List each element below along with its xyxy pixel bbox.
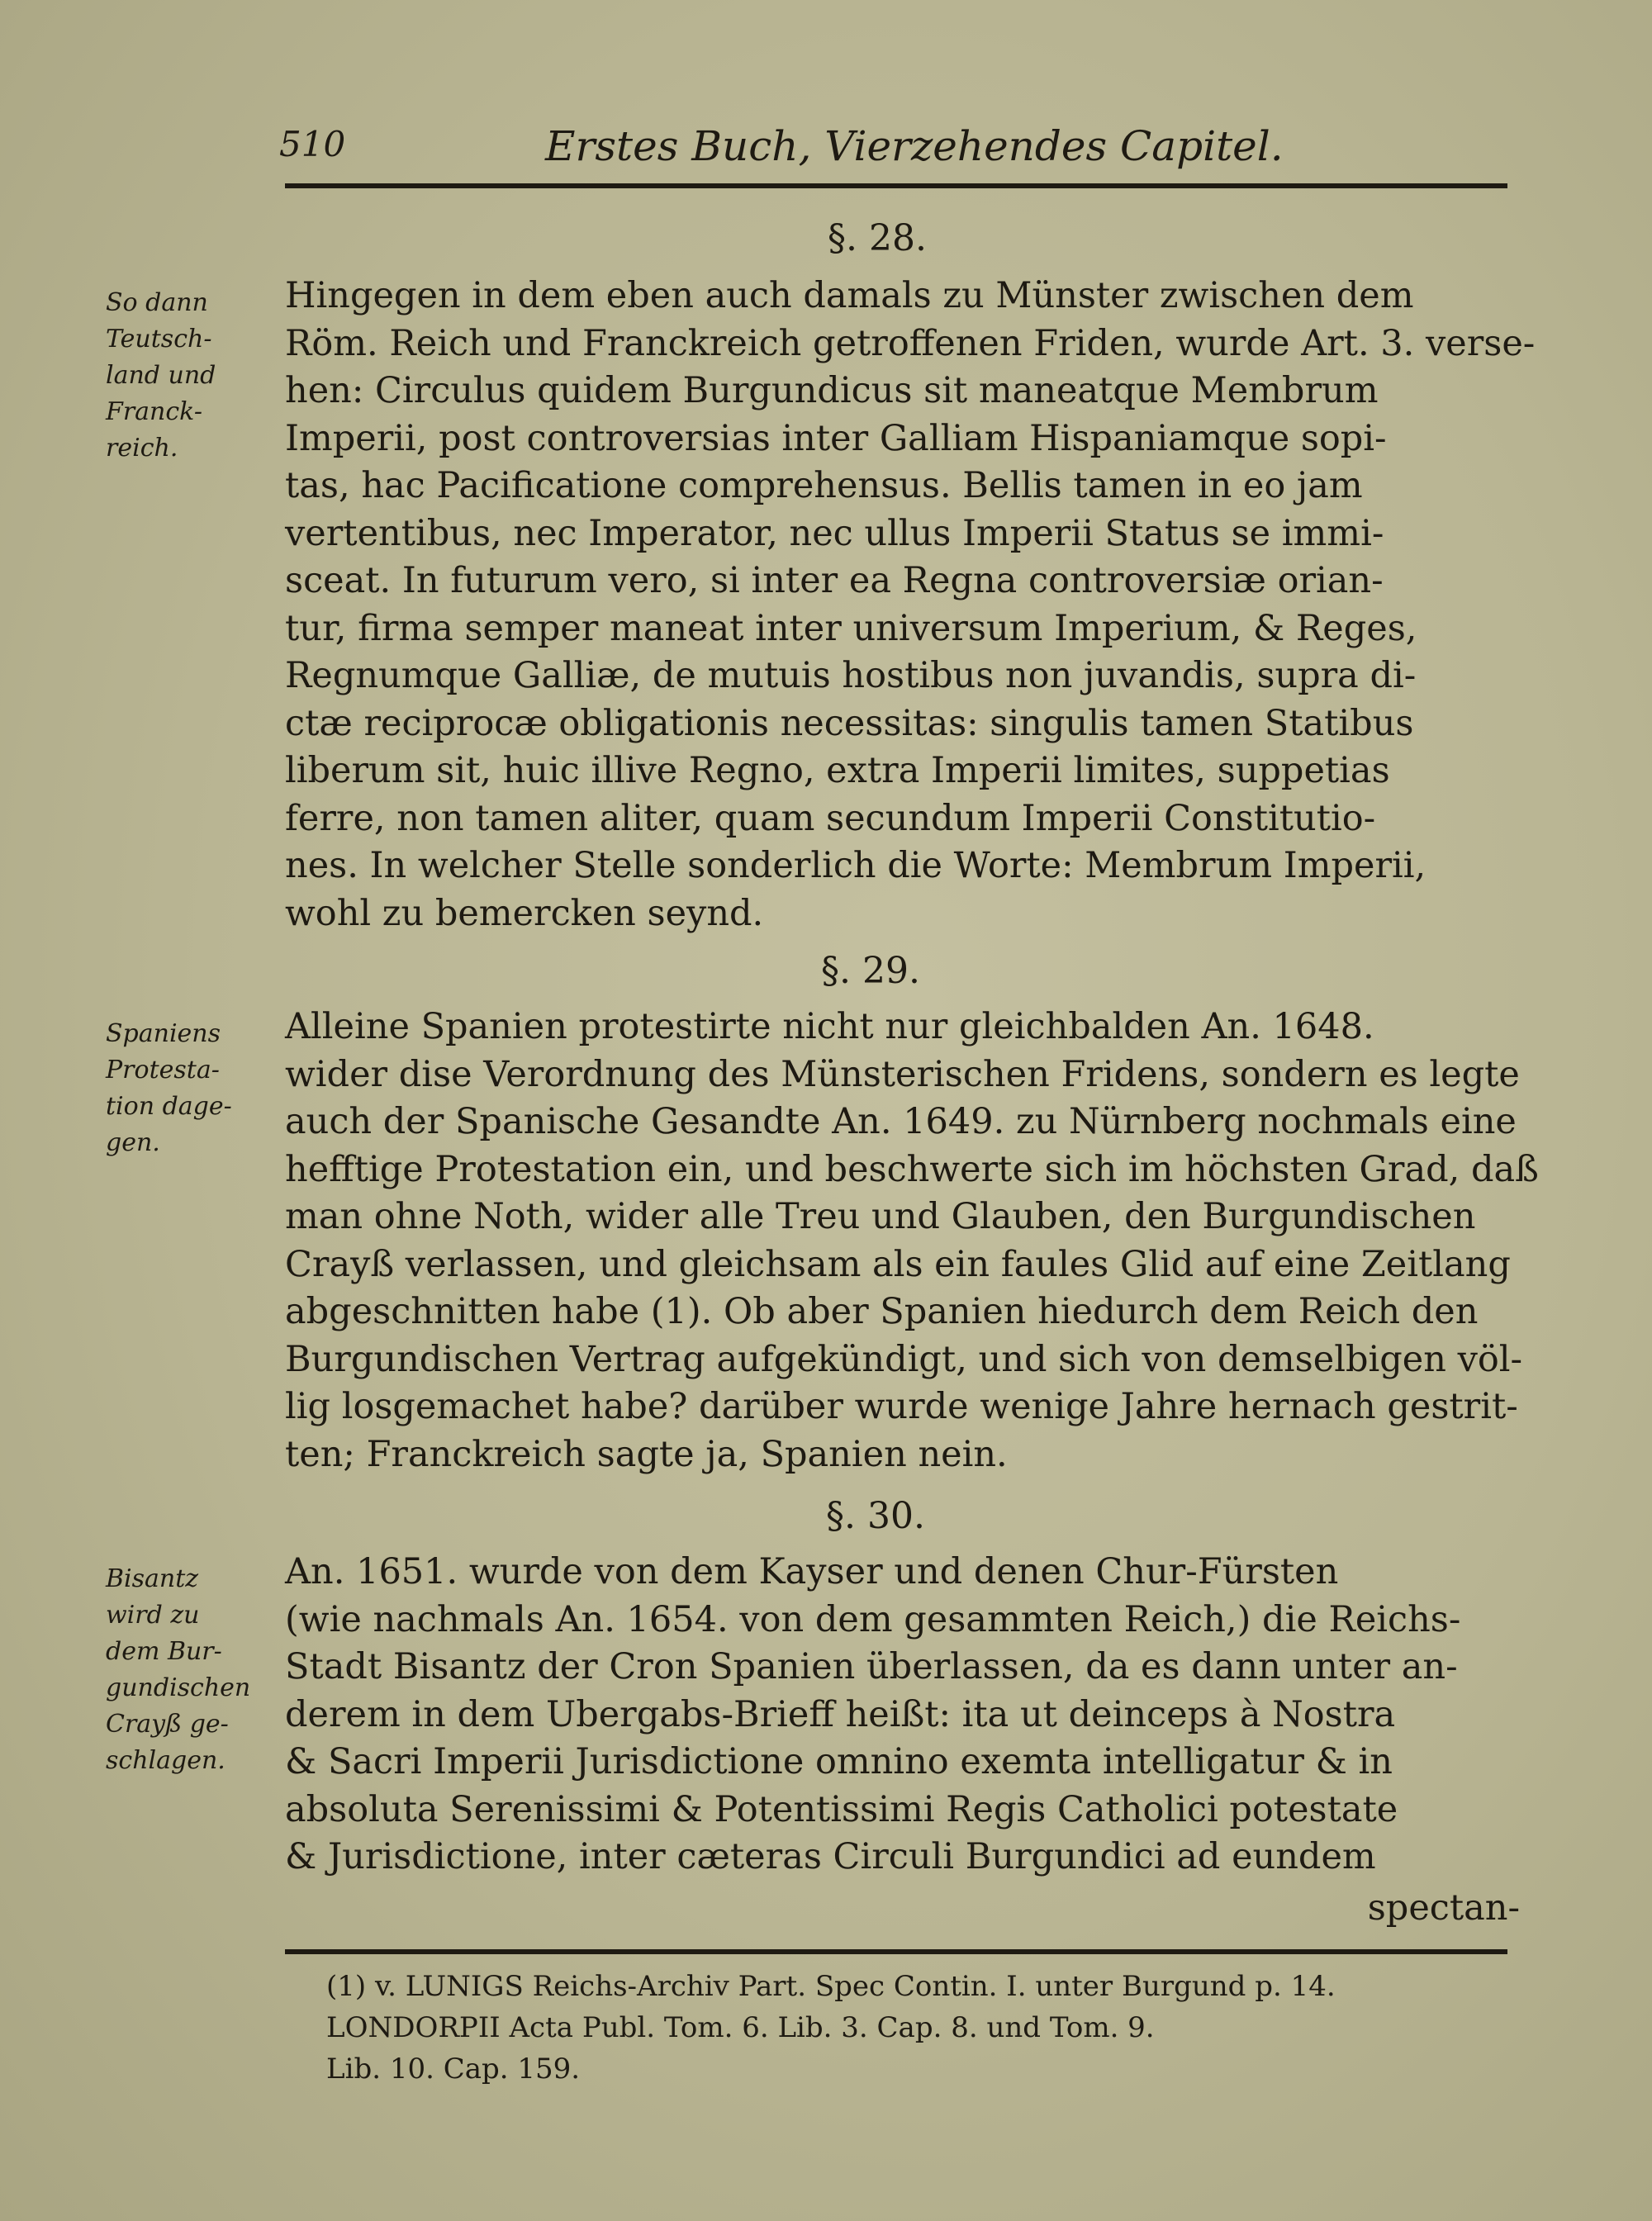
paragraph-29 [285, 1004, 1539, 1478]
margin-note-line: Crayß ge- [106, 1710, 229, 1739]
section-number-29: §. 29. [821, 950, 920, 992]
text-line: Hingegen in dem eben auch damals zu Münster zwischen dem [285, 275, 1414, 316]
section-number-28: §. 28. [828, 217, 927, 259]
text-line: Regnumque Galliæ, de mutuis hostibus non juvandis, supra di- [285, 655, 1417, 696]
text-line: Röm. Reich und Franckreich getroffenen Friden, wurde Art. 3. verse- [285, 322, 1536, 364]
margin-note-line: Bisantz [106, 1564, 199, 1593]
text-line: ten; Franckreich sagte ja, Spanien nein. [285, 1433, 1008, 1475]
catchword: spectan- [1367, 1887, 1520, 1929]
page-number: 510 [279, 124, 346, 164]
footnote-rule [285, 1949, 1507, 1954]
text-line: liberum sit, huic illive Regno, extra Imperii limites, suppetias [285, 750, 1390, 791]
text-line: hefftige Protestation ein, und beschwerte sich im höchsten Grad, daß [285, 1148, 1539, 1190]
section-number-30: §. 30. [826, 1495, 925, 1537]
text-line: & Sacri Imperii Jurisdictione omnino exemta intelligatur & in [285, 1741, 1393, 1782]
margin-note-line: reich. [106, 434, 178, 463]
margin-note-line: wird zu [106, 1601, 200, 1630]
text-line: Imperii, post controversias inter Galliam Hispaniamque sopi- [285, 417, 1387, 459]
margin-note-line: land und [106, 361, 216, 390]
footnote-line: Lib. 10. Cap. 159. [326, 2053, 581, 2086]
text-line: Stadt Bisantz der Cron Spanien überlassen, da es dann unter an- [285, 1646, 1458, 1687]
footnote-line: LONDORPII Acta Publ. Tom. 6. Lib. 3. Cap. 8. und Tom. 9. [326, 2011, 1155, 2044]
margin-note-30 [106, 1561, 283, 1779]
text-line: hen: Circulus quidem Burgundicus sit maneatque Membrum [285, 370, 1379, 411]
margin-note-line: gen. [106, 1128, 160, 1157]
text-line: Alleine Spanien protestirte nicht nur gleichbalden An. 1648. [285, 1006, 1374, 1047]
margin-note-line: Spaniens [106, 1019, 221, 1048]
header-rule [285, 183, 1507, 188]
text-line: sceat. In futurum vero, si inter ea Regna controversiæ orian- [285, 560, 1384, 601]
text-line: tas, hac Pacificatione comprehensus. Bellis tamen in eo jam [285, 465, 1363, 506]
text-line: & Jurisdictione, inter cæteras Circuli Burgundici ad eundem [285, 1836, 1376, 1877]
text-line: ferre, non tamen aliter, quam secundum Imperii Constitutio- [285, 797, 1376, 839]
margin-note-line: schlagen. [106, 1746, 225, 1775]
text-line: Crayß verlassen, und gleichsam als ein faules Glid auf eine Zeitlang [285, 1243, 1511, 1285]
text-line: wohl zu bemercken seynd. [285, 892, 764, 934]
paragraph-28 [285, 273, 1536, 937]
text-line: (wie nachmals An. 1654. von dem gesammten Reich,) die Reichs- [285, 1598, 1461, 1640]
text-line: lig losgemachet habe? darüber wurde wenige Jahre hernach gestrit- [285, 1386, 1518, 1427]
margin-note-line: So dann [106, 288, 208, 317]
text-line: nes. In welcher Stelle sonderlich die Worte: Membrum Imperii, [285, 845, 1427, 886]
footnote [326, 1966, 1336, 2090]
footnote-line: (1) v. LUNIGS Reichs-Archiv Part. Spec Contin. I. unter Burgund p. 14. [326, 1970, 1336, 2003]
text-line: auch der Spanische Gesandte An. 1649. zu Nürnberg nochmals eine [285, 1101, 1517, 1142]
text-line: ctæ reciprocæ obligationis necessitas: singulis tamen Statibus [285, 702, 1414, 744]
margin-note-line: Protesta- [106, 1056, 220, 1084]
text-line: An. 1651. wurde von dem Kayser und denen Chur-Fürsten [285, 1551, 1339, 1592]
running-head: Erstes Buch, Vierzehendes Capitel. [545, 122, 1284, 170]
text-line: abgeschnitten habe (1). Ob aber Spanien hiedurch dem Reich den [285, 1291, 1479, 1332]
text-line: derem in dem Ubergabs-Brieff heißt: ita ut deinceps à Nostra [285, 1693, 1396, 1735]
paragraph-30 [285, 1549, 1516, 1882]
text-line: vertentibus, nec Imperator, nec ullus Imperii Status se immi- [285, 512, 1384, 554]
margin-note-line: gundischen [106, 1673, 251, 1702]
margin-note-line: dem Bur- [106, 1637, 222, 1666]
text-line: tur, firma semper maneat inter universum Imperium, & Reges, [285, 607, 1417, 649]
margin-note-line: Teutsch- [106, 325, 212, 354]
margin-note-29 [106, 1016, 283, 1161]
text-line: man ohne Noth, wider alle Treu und Glauben, den Burgundischen [285, 1196, 1476, 1237]
margin-note-line: Franck- [106, 397, 202, 426]
text-line: wider dise Verordnung des Münsterischen Fridens, sondern es legte [285, 1053, 1520, 1095]
margin-note-28 [106, 285, 283, 467]
text-line: absoluta Serenissimi & Potentissimi Regis Catholici potestate [285, 1788, 1398, 1830]
margin-note-line: tion dage- [106, 1092, 232, 1121]
text-line: Burgundischen Vertrag aufgekündigt, und sich von demselbigen völ- [285, 1338, 1523, 1380]
